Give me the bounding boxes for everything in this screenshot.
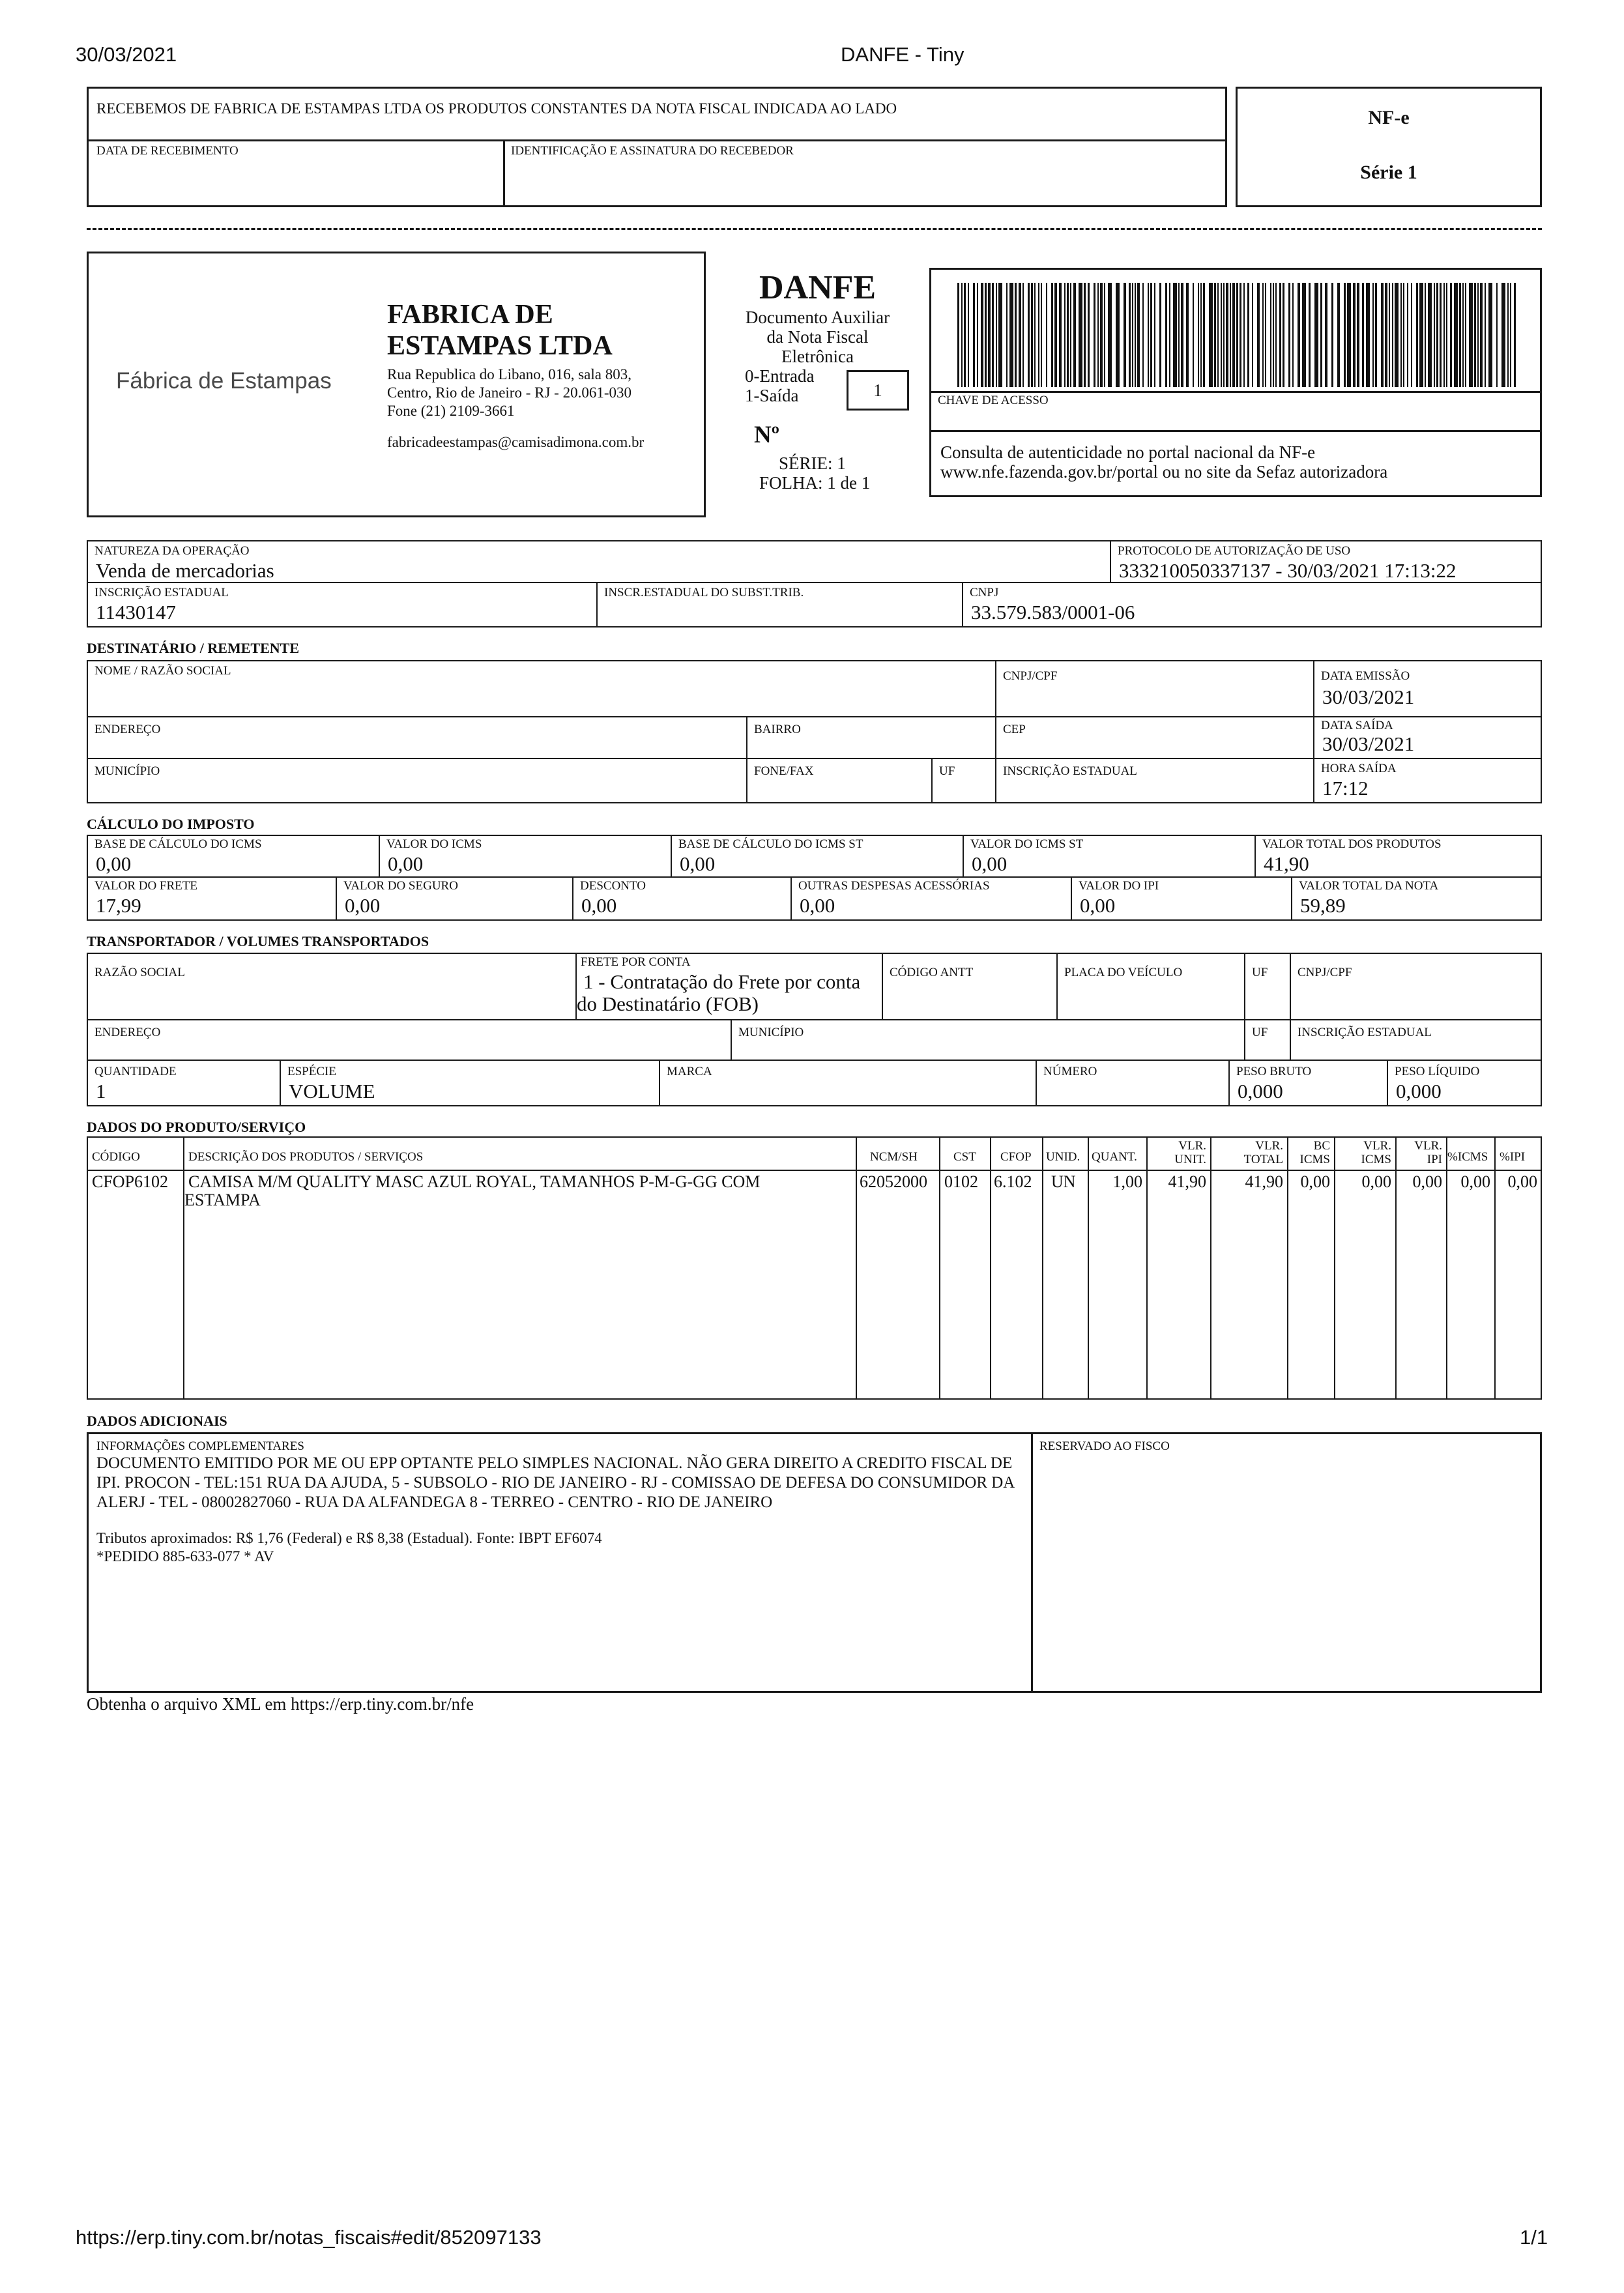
barcode-bar: [1389, 283, 1390, 387]
row-vicms: 0,00: [1361, 1172, 1391, 1191]
dest-ie: INSCRIÇÃO ESTADUAL: [995, 758, 1314, 803]
danfe-sub-2: da Nota Fiscal: [766, 327, 869, 347]
barcode-bar: [985, 283, 987, 387]
barcode-bar: [1088, 283, 1090, 387]
company-phone: Fone (21) 2109-3661: [387, 403, 515, 419]
transp-razao: RAZÃO SOCIAL: [87, 953, 577, 1020]
barcode-bar: [1381, 283, 1384, 387]
barcode-bar: [1344, 283, 1346, 387]
barcode-bar: [1019, 283, 1021, 387]
vol-especie: ESPÉCIE VOLUME: [280, 1060, 660, 1106]
row-quant: 1,00: [1112, 1172, 1142, 1191]
consulta-box: [929, 432, 1542, 497]
barcode-bar: [1462, 283, 1464, 387]
chave-label: CHAVE DE ACESSO: [938, 394, 1049, 407]
th-unid: UNID.: [1046, 1150, 1080, 1164]
barcode-bar: [1108, 283, 1112, 387]
row-cst: 0102: [944, 1172, 978, 1191]
company-address-1: Rua Republica do Libano, 016, sala 803,: [387, 366, 631, 382]
barcode-bar: [1159, 283, 1161, 387]
barcode-bar: [1347, 283, 1351, 387]
th-descricao: DESCRIÇÃO DOS PRODUTOS / SERVIÇOS: [188, 1150, 424, 1164]
barcode-bar: [1375, 283, 1377, 387]
dest-fone: FONE/FAX: [746, 758, 933, 803]
cut-line: [87, 228, 1542, 230]
barcode-bar: [1178, 283, 1180, 387]
barcode-bar: [1477, 283, 1479, 387]
cnpj-emitente: CNPJ 33.579.583/0001-06: [962, 582, 1542, 627]
barcode-bar: [1193, 283, 1194, 387]
barcode-bar: [1385, 283, 1387, 387]
barcode-bar: [1173, 283, 1177, 387]
valor-produtos: VALOR TOTAL DOS PRODUTOS 41,90: [1254, 835, 1542, 878]
transp-antt: CÓDIGO ANTT: [882, 953, 1058, 1020]
barcode-bar: [1392, 283, 1393, 387]
vol-numero: NÚMERO: [1036, 1060, 1230, 1106]
info-line-1: DOCUMENTO EMITIDO POR ME OU EPP OPTANTE PELO SIMPLES NACIONAL. NÃO GERA DIREITO A CREDITO FISCAL DE: [96, 1454, 1013, 1472]
barcode-bar: [1362, 283, 1364, 387]
barcode-bar: [1009, 283, 1013, 387]
dest-hora: HORA SAÍDA 17:12: [1313, 758, 1542, 803]
barcode-bar: [1232, 283, 1235, 387]
valor-icms: VALOR DO ICMS 0,00: [379, 835, 672, 878]
barcode-bar: [957, 283, 959, 387]
dest-cep: CEP: [995, 716, 1314, 759]
danfe-sub-1: Documento Auxiliar: [745, 308, 890, 327]
barcode-bar: [1395, 283, 1399, 387]
barcode-bar: [1262, 283, 1264, 387]
barcode-bar: [1366, 283, 1370, 387]
barcode-bar: [1116, 283, 1120, 387]
barcode-bar: [1186, 283, 1189, 387]
row-vipi: 0,00: [1412, 1172, 1442, 1191]
barcode-bar: [1283, 283, 1284, 387]
barcode-bar: [1221, 283, 1222, 387]
danfe-folha: FOLHA: 1 de 1: [759, 473, 871, 493]
valor-frete: VALOR DO FRETE 17,99: [87, 876, 337, 921]
barcode-bar: [1132, 283, 1133, 387]
barcode-bar: [1223, 283, 1225, 387]
barcode-bar: [1474, 283, 1476, 387]
th-cst: CST: [953, 1150, 976, 1164]
barcode-bar: [1041, 283, 1042, 387]
row-vunit: 41,90: [1168, 1172, 1206, 1191]
barcode-bar: [1434, 283, 1435, 387]
barcode-bar: [1046, 283, 1047, 387]
transp-uf: UF: [1244, 953, 1291, 1020]
data-recebimento-label: DATA DE RECEBIMENTO: [96, 144, 239, 158]
th-ncm: NCM/SH: [870, 1150, 918, 1164]
barcode-bar: [1465, 283, 1466, 387]
barcode-bar: [1298, 283, 1300, 387]
barcode-bar: [1243, 283, 1245, 387]
canhoto-divider-v: [503, 139, 505, 205]
barcode-bar: [1488, 283, 1492, 387]
barcode-bar: [1214, 283, 1216, 387]
company-name-1: FABRICA DE: [387, 300, 553, 330]
transp-frete: FRETE POR CONTA 1 - Contratação do Frete por conta do Destinatário (FOB): [575, 953, 883, 1020]
barcode-bar: [1137, 283, 1140, 387]
bc-icms: BASE DE CÁLCULO DO ICMS 0,00: [87, 835, 380, 878]
barcode-bar: [1411, 283, 1412, 387]
transp-municipio: MUNICÍPIO: [731, 1019, 1245, 1061]
row-desc-2: ESTAMPA: [184, 1190, 261, 1209]
consulta-line-2: www.nfe.fazenda.gov.br/portal ou no site da Sefaz autorizadora: [940, 462, 1388, 482]
barcode-bar: [973, 283, 975, 387]
consulta-line-1: Consulta de autenticidade no portal nacional da NF-e: [940, 442, 1316, 462]
barcode-bar: [1446, 283, 1447, 387]
barcode-bar: [1292, 283, 1294, 387]
dest-endereco: ENDEREÇO: [87, 716, 747, 759]
barcode-bar: [1059, 283, 1062, 387]
barcode-bar: [1200, 283, 1202, 387]
company-address-2: Centro, Rio de Janeiro - RJ - 20.061-030: [387, 384, 631, 401]
dest-nome: NOME / RAZÃO SOCIAL: [87, 660, 996, 717]
transp-placa: PLACA DO VEÍCULO: [1056, 953, 1245, 1020]
info-label: INFORMAÇÕES COMPLEMENTARES: [96, 1439, 304, 1453]
outras-despesas: OUTRAS DESPESAS ACESSÓRIAS 0,00: [790, 876, 1072, 921]
barcode-bar: [1067, 283, 1069, 387]
canhoto-divider: [89, 139, 1225, 141]
transp-endereco: ENDEREÇO: [87, 1019, 732, 1061]
barcode-bar: [1501, 283, 1505, 387]
barcode-bar: [981, 283, 983, 387]
barcode-bar: [1510, 283, 1511, 387]
canhoto-nfe: NF-e: [1368, 107, 1410, 128]
row-cfop: 6.102: [994, 1172, 1032, 1191]
barcode-bar: [1480, 283, 1483, 387]
barcode-bar: [1097, 283, 1099, 387]
info-complementares: [87, 1432, 1033, 1693]
valor-total-nota: VALOR TOTAL DA NOTA 59,89: [1291, 876, 1542, 921]
barcode-bar: [1124, 283, 1126, 387]
xml-link[interactable]: Obtenha o arquivo XML em https://erp.tiny.com.br/nfe: [87, 1694, 474, 1714]
danfe-entrada: 0-Entrada: [745, 366, 815, 386]
canhoto-serie: Série 1: [1360, 162, 1417, 183]
barcode-bar: [1353, 283, 1356, 387]
barcode-divider: [931, 391, 1540, 393]
barcode-bar: [1309, 283, 1311, 387]
canhoto-nfe-box: [1236, 87, 1542, 207]
row-unid: UN: [1051, 1172, 1076, 1191]
barcode-bar: [1416, 283, 1418, 387]
row-picms: 0,00: [1460, 1172, 1490, 1191]
valor-desconto: DESCONTO 0,00: [572, 876, 792, 921]
dest-saida: DATA SAÍDA 30/03/2021: [1313, 716, 1542, 759]
barcode-bar: [1407, 283, 1408, 387]
row-bc: 0,00: [1300, 1172, 1330, 1191]
barcode-bar: [1265, 283, 1266, 387]
print-page: 1/1: [1520, 2226, 1548, 2249]
barcode-bar: [1270, 283, 1271, 387]
info-line-4: Tributos aproximados: R$ 1,76 (Federal) e R$ 8,38 (Estadual). Fonte: IBPT EF6074: [96, 1530, 602, 1546]
barcode-bar: [1181, 283, 1183, 387]
barcode-bar: [1217, 283, 1219, 387]
company-email: fabricadeestampas@camisadimona.com.br: [387, 434, 645, 450]
barcode-bar: [1148, 283, 1149, 387]
company-logo: Fábrica de Estampas: [116, 368, 332, 394]
section-imposto: CÁLCULO DO IMPOSTO: [87, 816, 255, 832]
barcode-bar: [1198, 283, 1199, 387]
barcode-bar: [1273, 283, 1274, 387]
th-cfop: CFOP: [1000, 1150, 1032, 1164]
barcode-bar: [1288, 283, 1290, 387]
danfe-numero: Nº: [754, 422, 779, 448]
info-line-3: ALERJ - TEL - 08002827060 - RUA DA ALFANDEGA 8 - TERREO - CENTRO - RIO DE JANEIRO: [96, 1493, 773, 1511]
barcode-bar: [1006, 283, 1008, 387]
barcode-bar: [996, 283, 997, 387]
info-line-5: *PEDIDO 885-633-077 * AV: [96, 1548, 274, 1565]
barcode-bar: [1034, 283, 1036, 387]
row-vtotal: 41,90: [1245, 1172, 1283, 1191]
barcode-bar: [1279, 283, 1281, 387]
fisco-label: RESERVADO AO FISCO: [1039, 1439, 1170, 1453]
barcode-bar: [992, 283, 994, 387]
danfe-tipo-box: 1: [847, 370, 909, 411]
barcode-bar: [1150, 283, 1152, 387]
transp-uf-2: UF: [1244, 1019, 1291, 1061]
barcode-bar: [1165, 283, 1167, 387]
vol-quantidade: QUANTIDADE 1: [87, 1060, 281, 1106]
valor-ipi: VALOR DO IPI 0,00: [1071, 876, 1292, 921]
barcode-bar: [1252, 283, 1253, 387]
barcode-bar: [977, 283, 978, 387]
th-codigo: CÓDIGO: [92, 1150, 140, 1164]
th-pipi: %IPI: [1500, 1150, 1526, 1164]
barcode-bar: [1400, 283, 1402, 387]
barcode-bar: [1314, 283, 1318, 387]
barcode-bar: [1372, 283, 1374, 387]
barcode-bar: [1073, 283, 1076, 387]
protocolo-autorizacao: PROTOCOLO DE AUTORIZAÇÃO DE USO 333210050337137 - 30/03/2021 17:13:22: [1110, 540, 1542, 583]
section-transporte: TRANSPORTADOR / VOLUMES TRANSPORTADOS: [87, 933, 429, 949]
barcode-bar: [1051, 283, 1053, 387]
row-pipi: 0,00: [1507, 1172, 1537, 1191]
vol-peso-liquido: PESO LÍQUIDO 0,000: [1387, 1060, 1542, 1106]
dest-bairro: BAIRRO: [746, 716, 996, 759]
vol-marca: MARCA: [659, 1060, 1037, 1106]
danfe-block: [706, 252, 929, 517]
barcode-bar: [1135, 283, 1136, 387]
barcode-bar: [1094, 283, 1095, 387]
barcode-bar: [1054, 283, 1057, 387]
barcode-bar: [1428, 283, 1432, 387]
barcode-bar: [968, 283, 969, 387]
barcode-bar: [1015, 283, 1017, 387]
reservado-fisco: [1031, 1432, 1542, 1693]
barcode-bar: [1064, 283, 1066, 387]
dest-emissao: DATA EMISSÃO 30/03/2021: [1313, 660, 1542, 717]
dest-uf: UF: [931, 758, 996, 803]
barcode-bar: [1357, 283, 1359, 387]
th-bc: BC ICMS: [1299, 1139, 1330, 1166]
barcode-bar: [1443, 283, 1445, 387]
barcode: [957, 283, 1516, 387]
barcode-bar: [1209, 283, 1213, 387]
info-line-2: IPI. PROCON - TEL:151 RUA DA AJUDA, 5 - SUBSOLO - RIO DE JANEIRO - RJ - COMISSAO DE DEFESA DO CONSUMIDOR DA: [96, 1474, 1015, 1492]
barcode-bar: [1104, 283, 1105, 387]
emitente-box: [87, 252, 706, 517]
barcode-bar: [998, 283, 1002, 387]
barcode-bar: [1230, 283, 1231, 387]
print-title: DANFE - Tiny: [841, 43, 964, 66]
barcode-bar: [1022, 283, 1024, 387]
th-vunit: VLR. UNIT.: [1174, 1139, 1206, 1166]
barcode-bar: [1320, 283, 1322, 387]
natureza-operacao: NATUREZA DA OPERAÇÃO Venda de mercadorias: [87, 540, 1111, 583]
company-name-2: ESTAMPAS LTDA: [387, 331, 613, 361]
barcode-bar: [1403, 283, 1404, 387]
barcode-bar: [1485, 283, 1486, 387]
danfe-serie: SÉRIE: 1: [779, 454, 846, 473]
th-vipi: VLR. IPI: [1414, 1139, 1442, 1166]
identificacao-label: IDENTIFICAÇÃO E ASSINATURA DO RECEBEDOR: [511, 144, 794, 158]
row-codigo: CFOP6102: [92, 1172, 169, 1191]
section-adicionais: DADOS ADICIONAIS: [87, 1413, 227, 1429]
print-url: https://erp.tiny.com.br/notas_fiscais#edit/852097133: [76, 2226, 542, 2249]
inscricao-estadual-st: INSCR.ESTADUAL DO SUBST.TRIB.: [596, 582, 963, 627]
barcode-bar: [1436, 283, 1438, 387]
barcode-bar: [1247, 283, 1249, 387]
barcode-bar: [1331, 283, 1333, 387]
print-date: 30/03/2021: [76, 43, 177, 66]
barcode-bar: [1450, 283, 1452, 387]
barcode-bar: [1100, 283, 1103, 387]
barcode-box: [929, 268, 1542, 432]
dest-municipio: MUNICÍPIO: [87, 758, 747, 803]
barcode-bar: [1028, 283, 1030, 387]
barcode-bar: [988, 283, 991, 387]
barcode-bar: [1440, 283, 1442, 387]
barcode-bar: [1203, 283, 1205, 387]
canhoto-text: RECEBEMOS DE FABRICA DE ESTAMPAS LTDA OS PRODUTOS CONSTANTES DA NOTA FISCAL INDICADA AO LADO: [96, 100, 897, 117]
barcode-bar: [1226, 283, 1228, 387]
barcode-bar: [1425, 283, 1426, 387]
dest-cnpj: CNPJ/CPF: [995, 660, 1314, 717]
danfe-sub-3: Eletrônica: [781, 347, 854, 366]
canhoto-box: [87, 87, 1227, 207]
row-ncm: 62052000: [860, 1172, 927, 1191]
barcode-bar: [1142, 283, 1144, 387]
barcode-bar: [961, 283, 963, 387]
barcode-bar: [1084, 283, 1086, 387]
danfe-saida: 1-Saída: [745, 386, 799, 405]
barcode-bar: [1469, 283, 1473, 387]
barcode-bar: [1236, 283, 1238, 387]
th-vtotal: VLR. TOTAL: [1243, 1139, 1283, 1166]
produtos-header-line: [87, 1170, 1542, 1171]
danfe-title: DANFE: [759, 269, 877, 306]
section-produtos: DADOS DO PRODUTO/SERVIÇO: [87, 1119, 306, 1135]
barcode-bar: [1038, 283, 1039, 387]
valor-icms-st: VALOR DO ICMS ST 0,00: [963, 835, 1256, 878]
barcode-bar: [1459, 283, 1461, 387]
section-destinatario: DESTINATÁRIO / REMETENTE: [87, 640, 299, 656]
barcode-bar: [1129, 283, 1131, 387]
barcode-bar: [1454, 283, 1458, 387]
barcode-bar: [1154, 283, 1155, 387]
barcode-bar: [1257, 283, 1260, 387]
barcode-bar: [1325, 283, 1327, 387]
barcode-bar: [964, 283, 966, 387]
row-desc-1: CAMISA M/M QUALITY MASC AZUL ROYAL, TAMANHOS P-M-G-GG COM: [188, 1172, 761, 1191]
barcode-bar: [1240, 283, 1241, 387]
barcode-bar: [1070, 283, 1071, 387]
inscricao-estadual: INSCRIÇÃO ESTADUAL 11430147: [87, 582, 598, 627]
barcode-bar: [1169, 283, 1170, 387]
barcode-bar: [1419, 283, 1423, 387]
bc-icms-st: BASE DE CÁLCULO DO ICMS ST 0,00: [671, 835, 964, 878]
barcode-bar: [1031, 283, 1033, 387]
barcode-bar: [1302, 283, 1306, 387]
transp-ie: INSCRIÇÃO ESTADUAL: [1290, 1019, 1542, 1061]
th-picms: %ICMS: [1447, 1150, 1488, 1164]
valor-seguro: VALOR DO SEGURO 0,00: [336, 876, 573, 921]
th-quant: QUANT.: [1092, 1150, 1137, 1164]
barcode-bar: [1275, 283, 1277, 387]
barcode-bar: [1514, 283, 1516, 387]
barcode-bar: [1496, 283, 1498, 387]
th-vicms: VLR. ICMS: [1361, 1139, 1391, 1166]
barcode-bar: [1507, 283, 1509, 387]
barcode-bar: [1337, 283, 1340, 387]
transp-cnpj: CNPJ/CPF: [1290, 953, 1542, 1020]
vol-peso-bruto: PESO BRUTO 0,000: [1228, 1060, 1388, 1106]
barcode-bar: [1079, 283, 1082, 387]
